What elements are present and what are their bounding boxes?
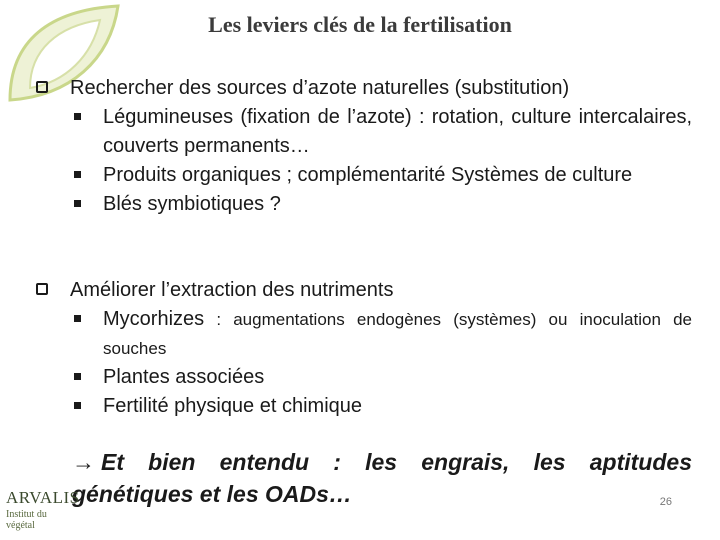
page-number: 26 <box>659 496 672 508</box>
square-bullet-icon <box>74 315 81 322</box>
list-item <box>74 161 692 190</box>
list-item <box>74 103 692 161</box>
section-nutrient-extraction <box>32 276 692 421</box>
slide-title: Les leviers clés de la fertilisation <box>208 12 512 37</box>
list-item-text: Fertilité physique et chimique <box>103 395 363 417</box>
list-item <box>74 305 692 363</box>
logo-name: ARVALIS <box>6 488 80 507</box>
list-item-text: Plantes associées <box>103 366 265 388</box>
square-bullet-icon <box>74 402 81 409</box>
section-heading <box>32 276 692 305</box>
square-bullet-icon <box>74 113 81 120</box>
list-item <box>74 190 692 219</box>
section-natural-nitrogen <box>32 74 692 219</box>
checkbox-bullet-icon <box>36 283 48 295</box>
list-item <box>74 392 692 421</box>
arvalis-logo <box>6 488 80 531</box>
conclusion-text <box>72 446 692 510</box>
list-item-text <box>103 305 692 363</box>
list-item-detail: : augmentations endogènes (systèmes) ou inoculation de souches <box>103 310 692 358</box>
square-bullet-icon <box>74 171 81 178</box>
list-item-main: Mycorhizes <box>103 308 205 330</box>
section-heading <box>32 74 692 103</box>
section-heading-text: Rechercher des sources d’azote naturelles (substitution) <box>70 77 570 99</box>
conclusion-body: Et bien entendu : les engrais, les aptitudes génétiques et les OADs… <box>72 449 692 507</box>
logo-subtitle: Institut du végétal <box>6 509 47 531</box>
list-item <box>74 363 692 392</box>
list-item-text: Légumineuses (fixation de l’azote) : rotation, culture intercalaires, couverts permanents… <box>103 106 692 157</box>
square-bullet-icon <box>74 373 81 380</box>
section-heading-text: Améliorer l’extraction des nutriments <box>70 279 394 301</box>
checkbox-bullet-icon <box>36 81 48 93</box>
list-item-text: Blés symbiotiques ? <box>103 193 281 215</box>
square-bullet-icon <box>74 200 81 207</box>
right-arrow-icon: → <box>72 449 95 475</box>
list-item-text: Produits organiques ; complémentarité Systèmes de culture <box>103 164 633 186</box>
